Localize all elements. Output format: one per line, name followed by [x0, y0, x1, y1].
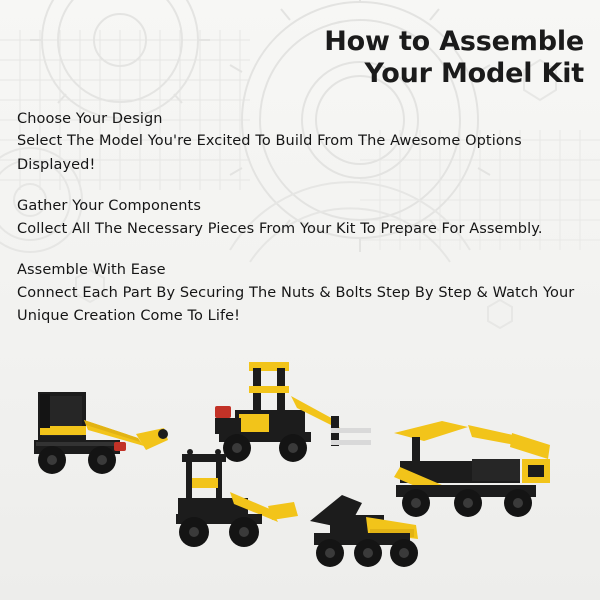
step-2-description: Collect All The Necessary Pieces From Your Kit To Prepare For Assembly. — [17, 220, 543, 237]
model-loader-graphic — [18, 380, 178, 500]
page-title — [264, 26, 584, 90]
page-title-line1: How to Assemble — [324, 26, 584, 57]
step-1-description: Select The Model You're Excited To Build From The Awesome Options Displayed! — [17, 133, 522, 173]
model-gallery — [0, 350, 600, 600]
model-bulldozer — [300, 485, 440, 585]
step-item-1 — [17, 108, 583, 177]
model-bulldozer-graphic — [300, 485, 440, 585]
model-roller — [168, 448, 308, 568]
step-item-3 — [17, 259, 583, 328]
steps-list — [17, 108, 583, 347]
model-loader — [18, 380, 178, 500]
step-item-2 — [17, 195, 583, 241]
step-3-title: Assemble With Ease — [17, 262, 166, 279]
page-title-line2: Your Model Kit — [364, 57, 584, 89]
step-2-title: Gather Your Components — [17, 198, 201, 215]
step-1-title: Choose Your Design — [17, 111, 163, 127]
model-roller-graphic — [168, 448, 308, 568]
step-3-description: Connect Each Part By Securing The Nuts & Bolts Step By Step & Watch Your Unique Creation Come To Life! — [17, 284, 575, 325]
